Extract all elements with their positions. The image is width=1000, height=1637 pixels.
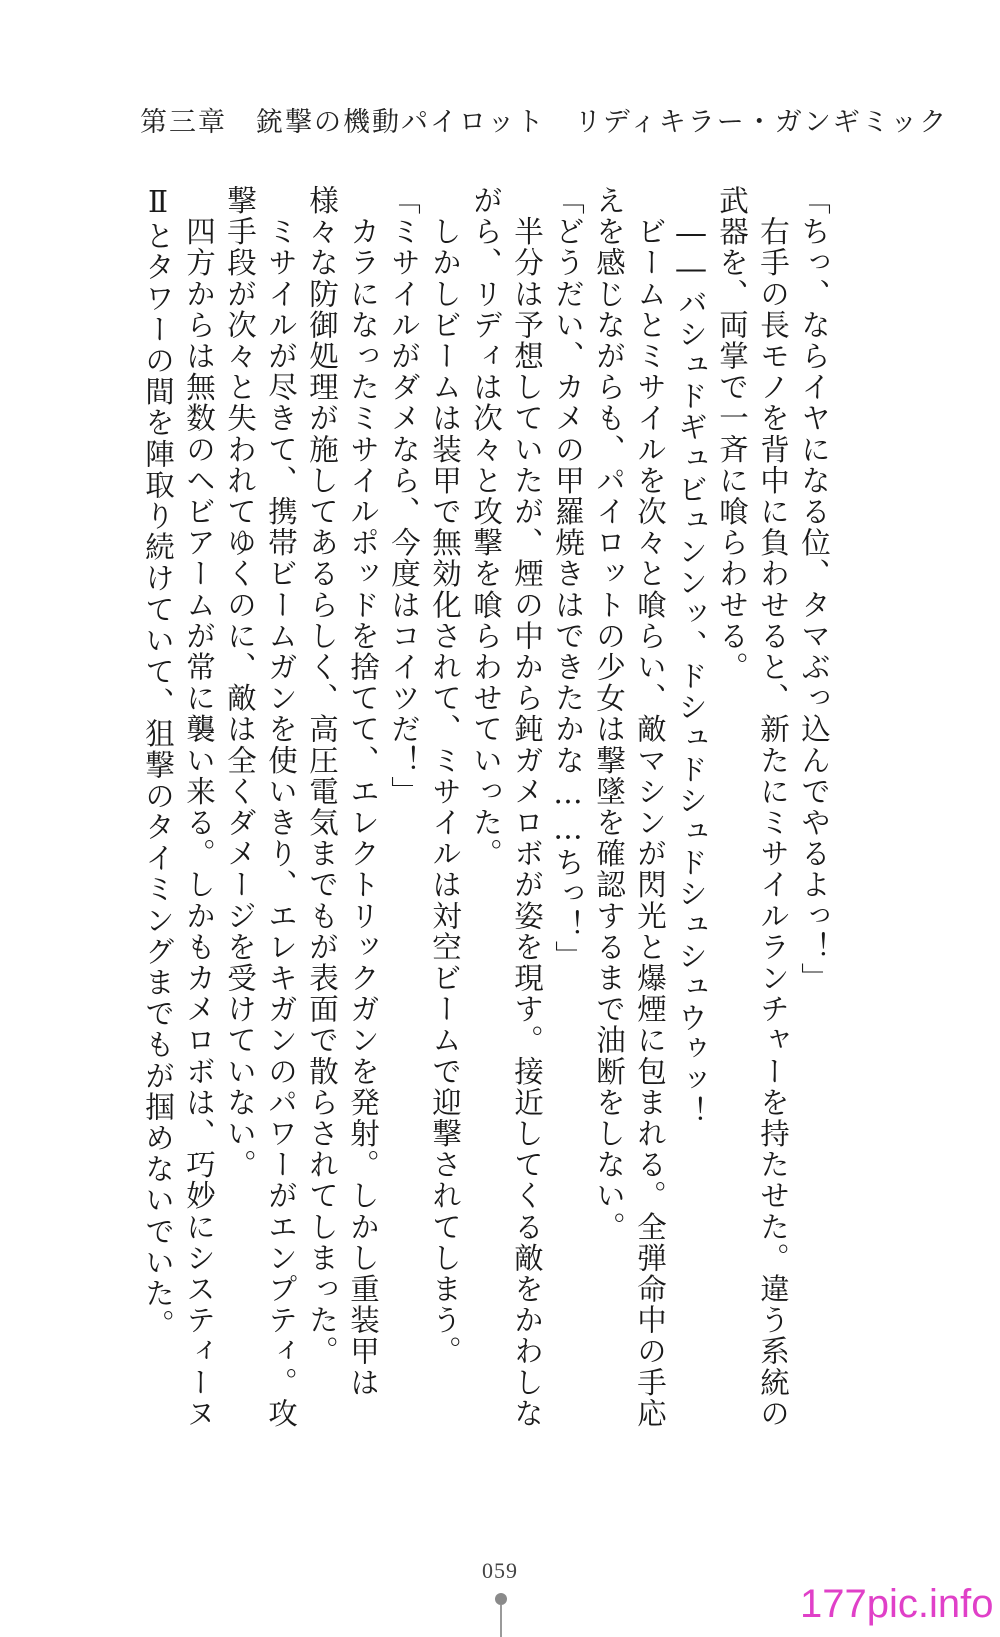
text-column: 四方からは無数のヘビアームが常に襲い来る。しかもカメロボは、巧妙にシスティーヌ [182,185,216,1429]
page-marker-line [500,1605,502,1637]
text-column: 様々な防御処理が施してあるらしく、高圧電気までもが表面で散らされてしまった。 [305,185,339,1367]
text-column: ビームとミサイルを次々と喰らい、敵マシンが閃光と爆煙に包まれる。全弾命中の手応 [633,185,667,1429]
text-column: 「ミサイルがダメなら、今度はコイツだ！」 [387,185,421,807]
text-column: 武器を、両掌で一斉に喰らわせる。 [715,185,749,683]
text-column: 「どうだい、カメの甲羅焼きはできたかな……ちっ！」 [551,185,585,972]
text-column: 「ちっ、ならイヤになる位、タマぶっ込んでやるよっ！」 [797,185,831,994]
running-header: 第三章 銃撃の機動パイロット リディキラー・ガンギミック [140,107,949,138]
text-column: カラになったミサイルポッドを捨てて、エレクトリックガンを発射。しかし重装甲は [346,185,380,1398]
text-column: 右手の長モノを背中に負わせると、新たにミサイルランチャーを持たせた。違う系統の [756,185,790,1429]
text-column: 撃手段が次々と失われてゆくのに、敵は全くダメージを受けていない。 [223,185,257,1181]
text-column: がら、リディは次々と攻撃を喰らわせていった。 [469,185,503,870]
text-column: えを感じながらも、パイロットの少女は撃墜を確認するまで油断をしない。 [592,185,626,1243]
text-column: Ⅱとタワーの間を陣取り続けていて、狙撃のタイミングまでもが掴めないでいた。 [141,185,175,1341]
text-column: 半分は予想していたが、煙の中から鈍ガメロボが姿を現す。接近してくる敵をかわしな [510,185,544,1429]
page-marker-dot [495,1593,507,1605]
text-column: ――バシュドギュビュンンッ、ドシュドシュドシュシュウゥッ！ [674,185,708,1127]
vertical-text-block [135,185,835,1429]
watermark: 177pic.info [800,1582,994,1626]
page-number: 059 [482,1558,518,1583]
text-column: しかしビームは装甲で無効化されて、ミサイルは対空ビームで迎撃されてしまう。 [428,185,462,1367]
text-column: ミサイルが尽きて、携帯ビームガンを使いきり、エレキガンのパワーがエンプティ。攻 [264,185,298,1429]
